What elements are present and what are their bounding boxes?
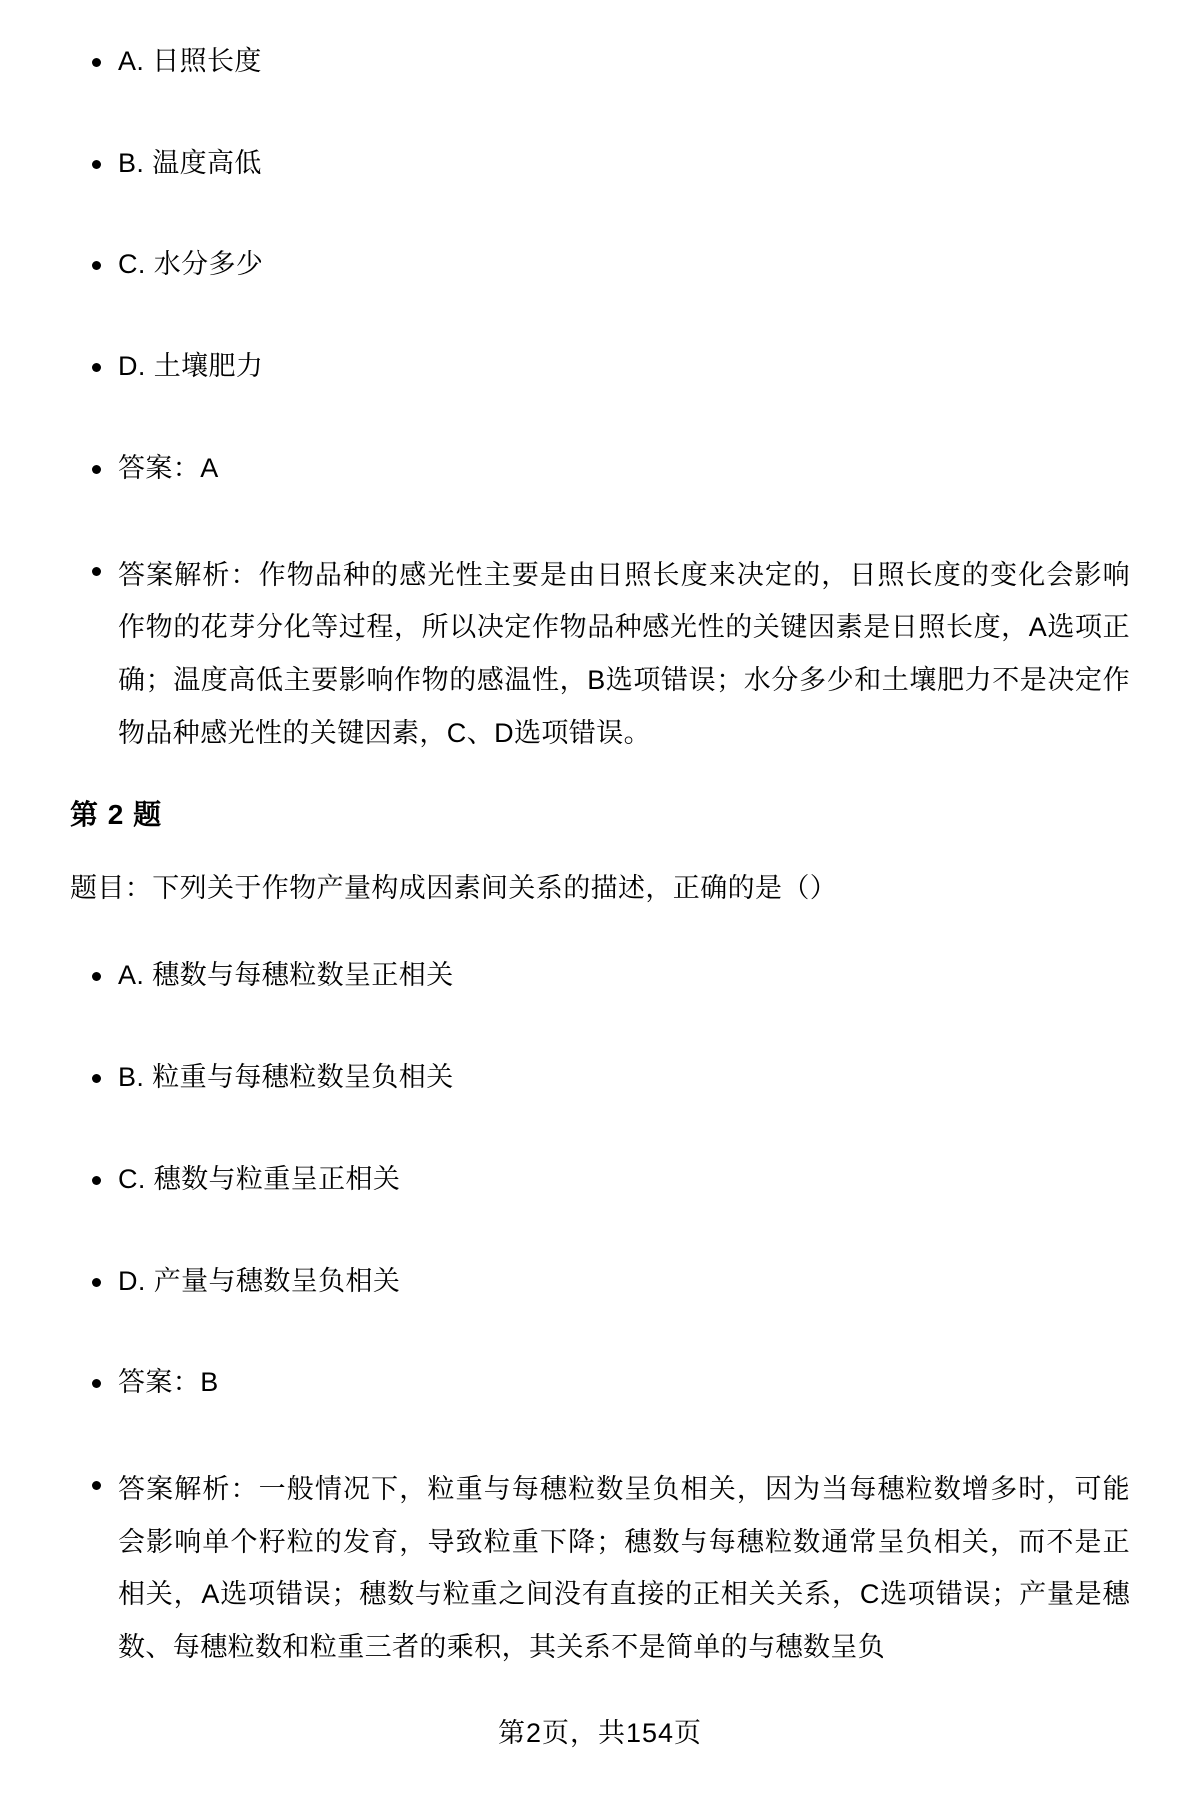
option-b (70, 1056, 1130, 1100)
option-d-text: D. 产量与穗数呈负相关 (118, 1265, 401, 1296)
answer-line (70, 447, 1130, 491)
option-d (70, 1260, 1130, 1304)
option-c-text: C. 水分多少 (118, 249, 264, 280)
answer-line (70, 1361, 1130, 1405)
option-d-text: D. 土壤肥力 (118, 351, 264, 382)
explanation-text: 答案解析：作物品种的感光性主要是由日照长度来决定的，日照长度的变化会影响作物的花芽分化等过程，所以决定作物品种感光性的关键因素是日照长度，A选项正确；温度高低主要影响作物的感温性，B选项错误；水分多少和土壤肥力不是决定作物品种感光性的关键因素，C、D选项错误。 (118, 559, 1130, 748)
option-b-text: B. 粒重与每穗粒数呈负相关 (118, 1062, 454, 1093)
explanation-line (70, 549, 1130, 760)
option-c (70, 1158, 1130, 1202)
option-c-text: C. 穗数与粒重呈正相关 (118, 1163, 401, 1194)
page-footer (0, 1711, 1200, 1750)
question-2-block (70, 793, 1130, 1673)
page-number-label: 第2页，共154页 (497, 1717, 703, 1748)
option-a-text: A. 日照长度 (118, 46, 262, 76)
question-2-title: 第 2 题 (70, 799, 163, 831)
option-b (70, 142, 1130, 186)
explanation-line (70, 1463, 1130, 1674)
question-2-options (70, 954, 1130, 1673)
answer-text: 答案：A (118, 452, 219, 483)
option-c (70, 243, 1130, 287)
option-a-text: A. 穗数与每穗粒数呈正相关 (118, 960, 454, 991)
question-2-stem: 题目：下列关于作物产量构成因素间关系的描述，正确的是（） (70, 873, 838, 904)
option-b-text: B. 温度高低 (118, 147, 262, 178)
option-a (70, 40, 1130, 84)
question-1-block (70, 40, 1130, 759)
option-a (70, 954, 1130, 998)
answer-text: 答案：B (118, 1367, 219, 1398)
question-1-options (70, 40, 1130, 759)
explanation-text: 答案解析：一般情况下，粒重与每穗粒数呈负相关，因为当每穗粒数增多时，可能会影响单个籽粒的发育，导致粒重下降；穗数与每穗粒数通常呈负相关，而不是正相关，A选项错误；穗数与粒重之间没有直接的正相关关系，C选项错误；产量是穗数、每穗粒数和粒重三者的乘积，其关系不是简单的与穗数呈负 (118, 1474, 1130, 1663)
option-d (70, 345, 1130, 389)
